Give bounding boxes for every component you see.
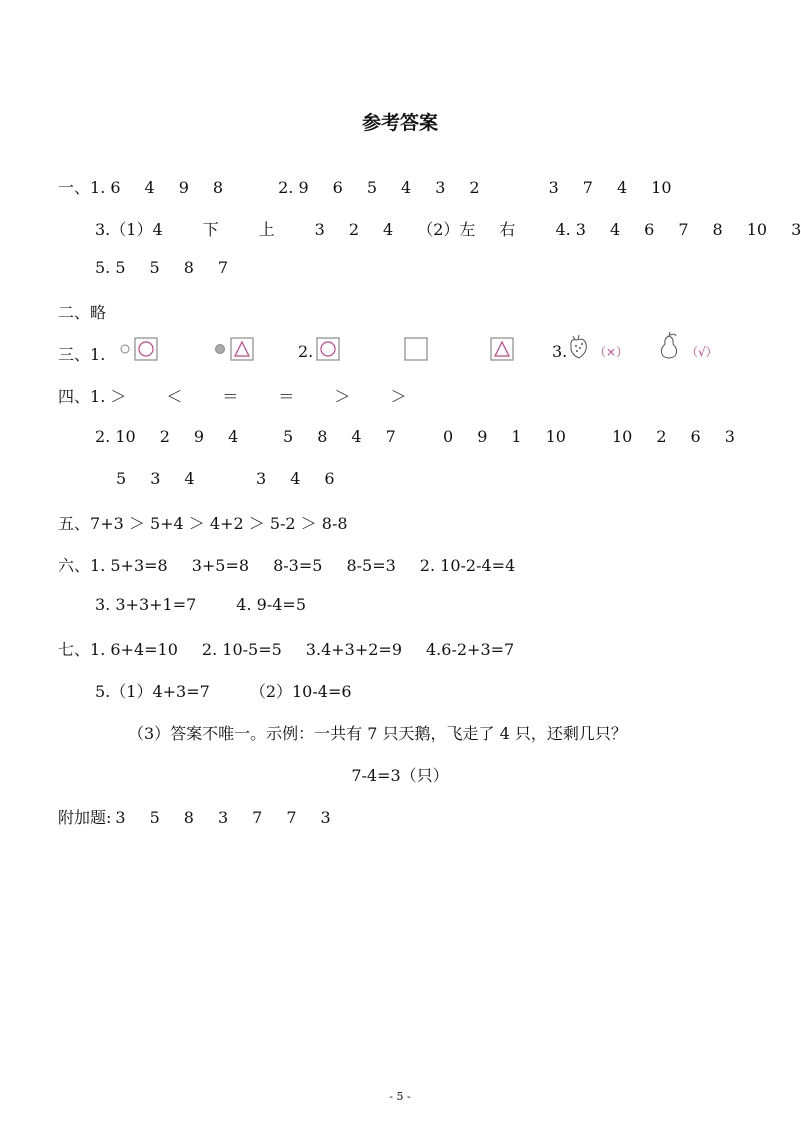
answer: ＝ [222,387,239,406]
section-label: 四、 [58,387,91,406]
answer: 9 [193,427,205,446]
answer: 0 [443,427,454,446]
answer: ＜ [166,387,183,406]
answer: 3 [150,469,161,488]
section-7-line-1 [58,637,514,660]
answer: 4. 3 [555,220,586,239]
square-triangle-icon [488,336,518,362]
section-4-line-3b [256,469,335,488]
answer: 5 [149,808,160,827]
answer: 上 [258,220,275,239]
answer: 1. ＞ [90,387,127,406]
answer: 7 [385,427,396,446]
question-number: 2. [298,342,314,361]
answer: 5.（1）4+3=7 [95,682,210,701]
section-4-line-2b [283,427,396,446]
answer: 下 [202,220,219,239]
section-label: 附加题: [58,808,112,827]
answer: ＞ [390,387,407,406]
answer: 3 [548,178,559,197]
answer: 4 [351,427,362,446]
answer: 10 [651,178,672,197]
answer: 1 [511,427,522,446]
answer: 2 [469,178,480,197]
small-circle-and-square-circle-icon [118,336,166,362]
answer: 9 [178,178,189,197]
answer: 3 [724,427,735,446]
correct-mark: （√） [686,345,718,359]
answer: 4 [609,220,621,239]
question-number: 3. [552,342,568,361]
section-3-label [58,342,105,365]
strawberry-icon [566,334,592,362]
section-4-line-2 [95,427,238,446]
section-6-line-2 [95,595,306,614]
gray-dot-and-square-triangle-icon [212,336,260,362]
answer: 4 [616,178,628,197]
answer: 4.6-2+3=7 [426,640,515,659]
answer: 7 [678,220,689,239]
answer: （2）左 [417,220,476,239]
section-4-line-2c [443,427,566,446]
answer: 2. 10 [95,427,136,446]
answer: 7 [582,178,593,197]
section-label: 三、 [58,345,91,364]
section-6-line-1 [58,553,515,576]
section-5 [58,511,348,534]
answer: 8 [212,178,224,197]
answer: 8-3=5 [273,556,323,575]
answer: 9 [477,427,488,446]
answer: 3+5=8 [191,556,250,575]
answer: （2）10-4=6 [249,682,352,701]
answer: 10 [545,427,566,446]
answer: 4 [401,178,412,197]
section-label: 二、 [58,303,91,322]
answer: 1. 6 [90,178,121,197]
answer: 6 [324,469,335,488]
page-number: - 5 - [389,1090,411,1103]
answer: 8 [712,220,723,239]
answer: 3.（1）4 [95,220,163,239]
question-number: 1. [90,345,106,364]
answer: 3 [314,220,325,239]
answer: ＞ [334,387,351,406]
section-4-line-3 [116,469,195,488]
answer: 3 [256,469,267,488]
answer: 3.4+3+2=9 [305,640,402,659]
square-circle-icon [314,336,344,362]
answer: 6 [690,427,701,446]
answer: 6 [332,178,343,197]
section-label: 六、 [58,556,91,575]
section-2 [58,300,106,323]
section-4-line-1 [58,384,406,407]
answer: 4 [383,220,394,239]
answer: 7 [217,258,229,277]
section-label: 五、 [58,514,91,533]
answer: 3 [115,808,126,827]
answer: 1. 6+4=10 [90,640,178,659]
answer: 3 [320,808,331,827]
section-1-line-2 [95,217,801,240]
answer: 4. 9-4=5 [236,595,306,614]
answer: ＝ [278,387,295,406]
section-3-q2-number [298,342,313,361]
answer: 5 [149,258,160,277]
answer: 3 [791,220,801,239]
answer: 4 [144,178,155,197]
answer: 8-5=3 [346,556,396,575]
answer: 5 [283,427,294,446]
answer: 3 [435,178,446,197]
answer: 5 [116,469,127,488]
wrong-mark: （×） [594,345,629,359]
answer: 1. 5+3=8 [90,556,168,575]
answer: 8 [183,808,194,827]
answer: 4 [228,427,239,446]
answer: 4 [184,469,195,488]
answer: 8 [183,258,194,277]
answer: 2. 9 [278,178,309,197]
answer: 7 [286,808,297,827]
answer: 5 [366,178,378,197]
answer: 6 [644,220,655,239]
answer: 3. 3+3+1=7 [95,595,197,614]
answer: 10 [746,220,768,239]
section-3-q3-number [552,342,567,361]
answer: 7+3 ＞ 5+4 ＞ 4+2 ＞ 5-2 ＞ 8-8 [90,514,348,533]
answer: 2 [656,427,667,446]
answer: 2 [159,427,170,446]
page-title: 参考答案 [361,112,438,134]
answer: 2 [348,220,360,239]
section-7-line-4: 7-4=3（只） [351,766,449,785]
answer: 4 [290,469,301,488]
section-label: 七、 [58,640,91,659]
section-label: 一、 [58,178,91,197]
answer: 3 [217,808,229,827]
answer: 右 [499,220,516,239]
section-4-line-2d [612,427,735,446]
bonus-section [58,805,331,828]
answer: 10 [612,427,633,446]
section-7-line-3: （3）答案不唯一。示例：一共有 7 只天鹅，飞走了 4 只，还剩几只？ [128,724,627,743]
empty-square-icon [402,336,432,362]
answer: 2. 10-2-4=4 [419,556,516,575]
answer: 7 [252,808,263,827]
pear-icon [656,332,682,362]
section-1-line-1 [58,175,672,198]
section-1-line-3 [95,258,228,277]
answer: 略 [90,303,107,322]
answer: 2. 10-5=5 [201,640,282,659]
section-7-line-2 [95,679,352,702]
answer: 5. 5 [95,258,126,277]
answer: 8 [317,427,328,446]
